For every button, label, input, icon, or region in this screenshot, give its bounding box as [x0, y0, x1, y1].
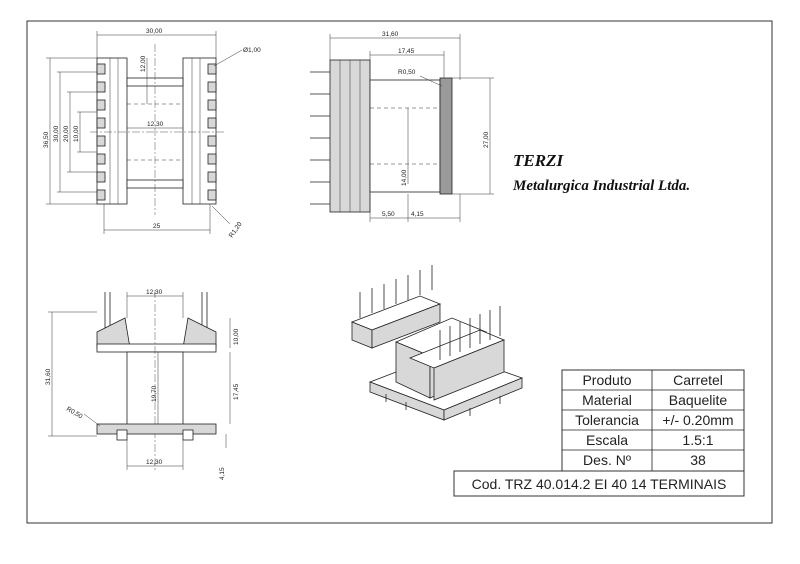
- tb-label-produto: Produto: [582, 372, 632, 388]
- front-dim-h-outer: 36,50: [43, 131, 50, 148]
- tb-label-material: Material: [582, 392, 632, 408]
- tb-value-escala: 1.5:1: [682, 432, 714, 448]
- tb-value-tolerancia: +/- 0.20mm: [662, 412, 734, 428]
- tb-value-produto: Carretel: [673, 372, 723, 388]
- side-right-flange: [440, 78, 452, 194]
- front-dim-hole-dia: Ø1,00: [243, 47, 261, 54]
- front-dim-bottom-width: 25: [153, 223, 161, 230]
- tb-label-escala: Escala: [585, 432, 629, 448]
- bottom-dim-body-height: 17,45: [233, 383, 240, 400]
- bottom-right-flange: [183, 318, 216, 348]
- side-dim-height: 27,00: [483, 131, 490, 148]
- bottom-dim-total-height: 31,60: [45, 368, 52, 385]
- bottom-dim-base-height: 4,15: [219, 467, 226, 480]
- side-dim-core-height: 14,00: [401, 169, 408, 186]
- front-dim-h-b: 10,00: [73, 125, 80, 142]
- front-dim-h-a: 20,00: [63, 125, 70, 142]
- bottom-dim-flange-height: 10,00: [233, 328, 240, 345]
- front-dim-slot-height: 12,00: [140, 55, 147, 72]
- company-subtitle: Metalurgica Industrial Ltda.: [513, 178, 691, 194]
- tb-label-tolerancia: Tolerancia: [575, 412, 639, 428]
- side-dim-pin-offset: 5,50: [382, 211, 395, 218]
- bottom-dim-core-height: 19,70: [151, 385, 158, 402]
- front-dim-h-mid: 30,00: [53, 125, 60, 142]
- bottom-view: [45, 289, 240, 480]
- front-view: [43, 28, 261, 239]
- bottom-dim-bottom-width: 12,30: [146, 459, 163, 466]
- side-dim-radius: R0,50: [398, 69, 416, 76]
- side-dim-body-length: 17,45: [398, 48, 415, 55]
- bottom-base: [97, 424, 216, 434]
- tb-value-material: Baquelite: [668, 392, 728, 408]
- tb-value-des: 38: [690, 452, 706, 468]
- tb-code: Cod. TRZ 40.014.2 EI 40 14 TERMINAIS: [471, 476, 727, 492]
- front-dim-radius: R1,20: [227, 220, 244, 240]
- tb-label-des: Des. Nº: [583, 452, 631, 468]
- front-dim-top-width: 30,00: [146, 28, 163, 35]
- bottom-left-flange: [97, 318, 130, 348]
- bottom-dim-top-width: 12,30: [146, 289, 163, 296]
- front-dim-inner-width: 12,30: [147, 121, 164, 128]
- side-view: [310, 31, 494, 222]
- side-dim-total-length: 31,60: [382, 31, 399, 38]
- side-dim-flange: 4,15: [411, 211, 424, 218]
- company-name: TERZI: [513, 151, 564, 170]
- bottom-dim-radius: R0,50: [65, 405, 84, 421]
- isometric-view: [352, 265, 522, 420]
